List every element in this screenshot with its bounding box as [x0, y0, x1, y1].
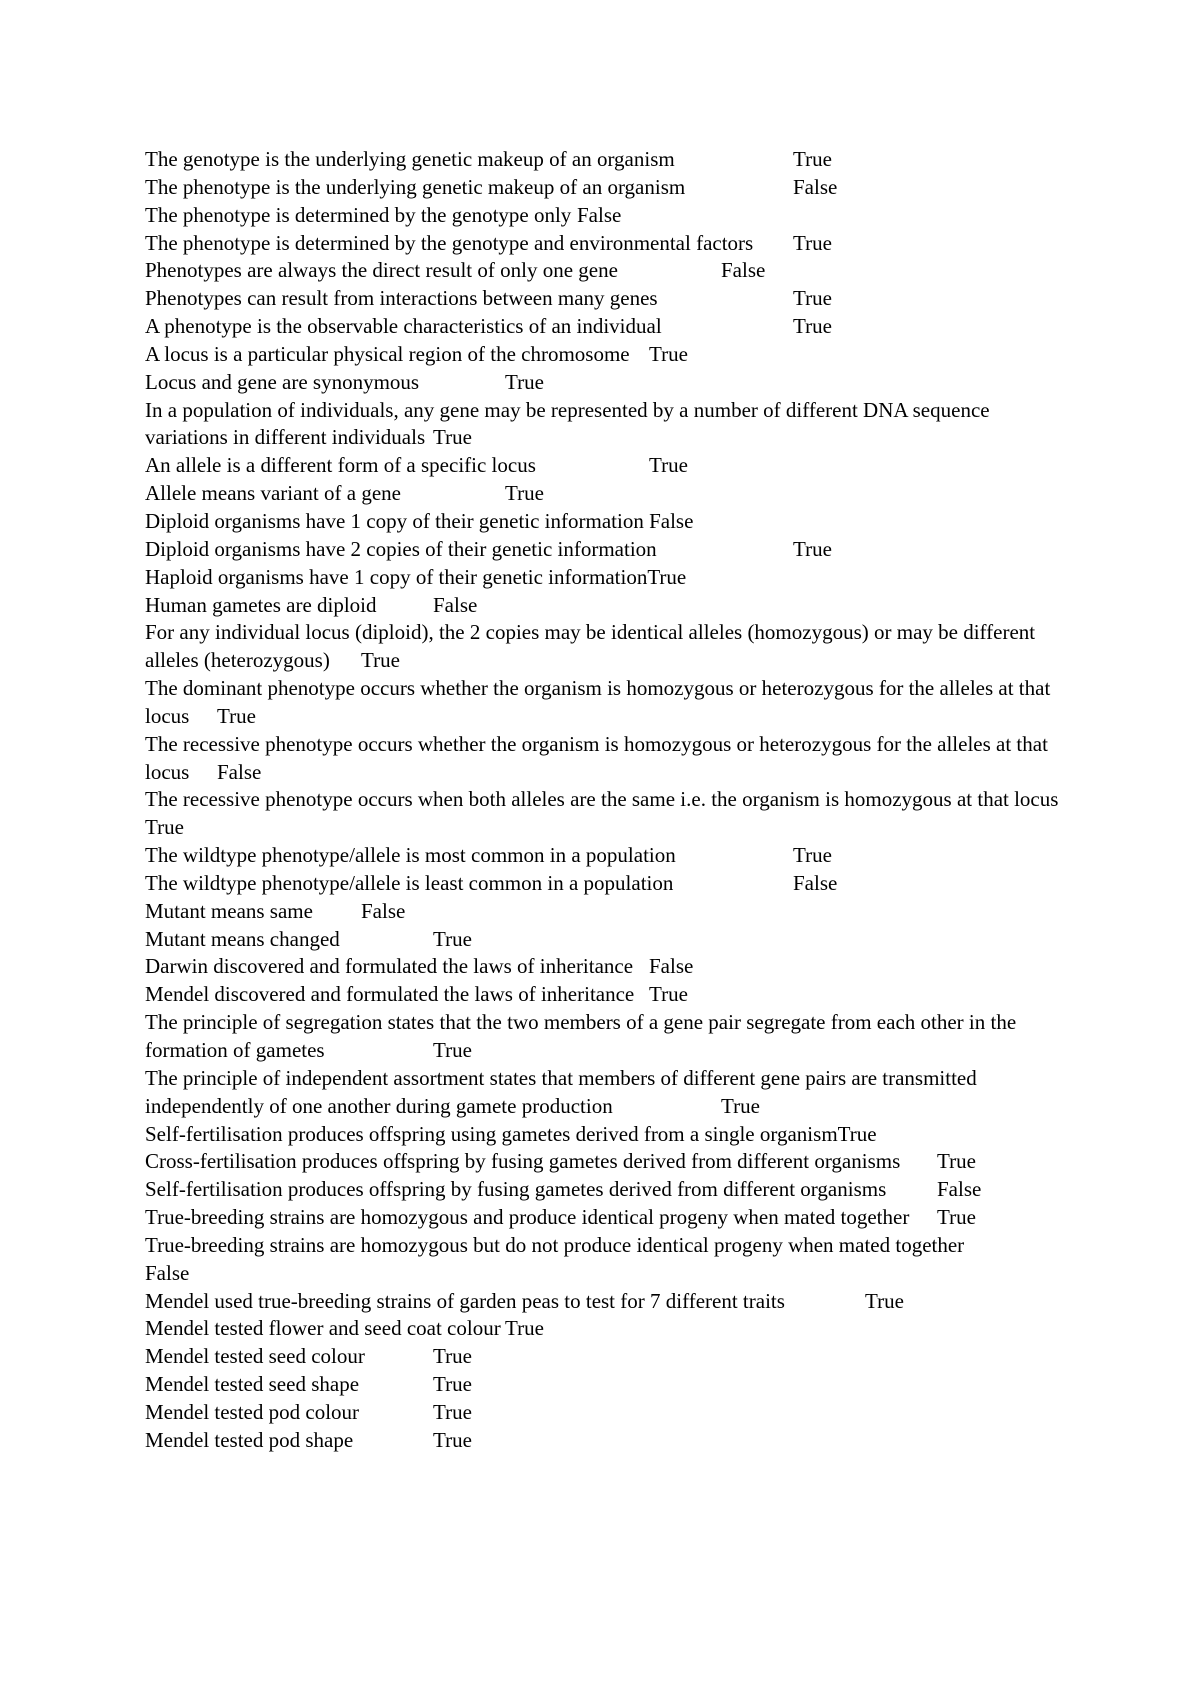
statement-line: Diploid organisms have 1 copy of their genetic information False — [145, 508, 694, 533]
statement-line: Mendel tested seed colour True — [145, 1344, 472, 1369]
statement-line: Mendel tested seed shape True — [145, 1372, 472, 1397]
statement-line: The recessive phenotype occurs when both alleles are the same i.e. the organism is homozygous at that locus True — [145, 787, 1081, 840]
statement-line: The principle of independent assortment states that members of different gene pairs are transmitted independently of one another during gamete production True — [145, 1065, 982, 1118]
statement-line: The wildtype phenotype/allele is most common in a population True — [145, 843, 832, 868]
statement-line: Mendel used true-breeding strains of garden peas to test for 7 different traits True — [145, 1288, 904, 1313]
statement-line: Mendel tested pod shape True — [145, 1427, 472, 1452]
statement-line: The genotype is the underlying genetic makeup of an organism True — [145, 147, 832, 171]
statement-line: An allele is a different form of a specific locus True — [145, 453, 688, 478]
statement-line: Darwin discovered and formulated the laws of inheritance False — [145, 954, 694, 979]
statement-line: The phenotype is determined by the genotype and environmental factors True — [145, 230, 832, 255]
statement-line: Cross-fertilisation produces offspring by fusing gametes derived from different organisms True — [145, 1149, 976, 1174]
statement-line: A phenotype is the observable characteristics of an individual True — [145, 314, 832, 339]
statement-line: Mutant means same False — [145, 898, 406, 923]
statement-line: Self-fertilisation produces offspring by fusing gametes derived from different organisms False — [145, 1177, 982, 1202]
statement-line: Haploid organisms have 1 copy of their genetic informationTrue — [145, 564, 687, 589]
statement-line: Phenotypes can result from interactions between many genes True — [145, 286, 832, 311]
statement-line: Phenotypes are always the direct result of only one gene False — [145, 258, 766, 283]
statement-line: True-breeding strains are homozygous but do not produce identical progeny when mated together False — [145, 1232, 1081, 1285]
statement-line: Allele means variant of a gene True — [145, 481, 544, 506]
statement-line: Mutant means changed True — [145, 926, 472, 951]
statement-line: Mendel tested pod colour True — [145, 1399, 472, 1424]
statement-line: Mendel discovered and formulated the laws of inheritance True — [145, 982, 688, 1007]
statement-line: In a population of individuals, any gene may be represented by a number of different DNA sequence variations in different individuals True — [145, 397, 995, 450]
statement-line: The phenotype is determined by the genotype only False — [145, 202, 622, 227]
statement-line: Locus and gene are synonymous True — [145, 369, 544, 394]
statement-line: True-breeding strains are homozygous and produce identical progeny when mated together True — [145, 1205, 976, 1230]
statement-line: Self-fertilisation produces offspring using gametes derived from a single organismTrue — [145, 1121, 877, 1146]
document-body — [145, 146, 1081, 1455]
statement-line: The principle of segregation states that the two members of a gene pair segregate from each other in the formation of gametes True — [145, 1010, 1022, 1062]
statement-line: The dominant phenotype occurs whether the organism is homozygous or heterozygous for the alleles at that locus True — [145, 676, 1056, 728]
statement-line: The wildtype phenotype/allele is least common in a population False — [145, 870, 838, 895]
statement-line: Diploid organisms have 2 copies of their genetic information True — [145, 536, 832, 561]
statement-line: For any individual locus (diploid), the 2 copies may be identical alleles (homozygous) or may be different alleles (heterozygous) True — [145, 620, 1041, 673]
statement-line: The phenotype is the underlying genetic makeup of an organism False — [145, 174, 838, 199]
statement-line: Mendel tested flower and seed coat colour True — [145, 1316, 544, 1341]
statement-line: The recessive phenotype occurs whether the organism is homozygous or heterozygous for the alleles at that locus False — [145, 731, 1054, 784]
statement-line: Human gametes are diploid False — [145, 592, 478, 617]
statement-line: A locus is a particular physical region of the chromosome True — [145, 341, 688, 366]
